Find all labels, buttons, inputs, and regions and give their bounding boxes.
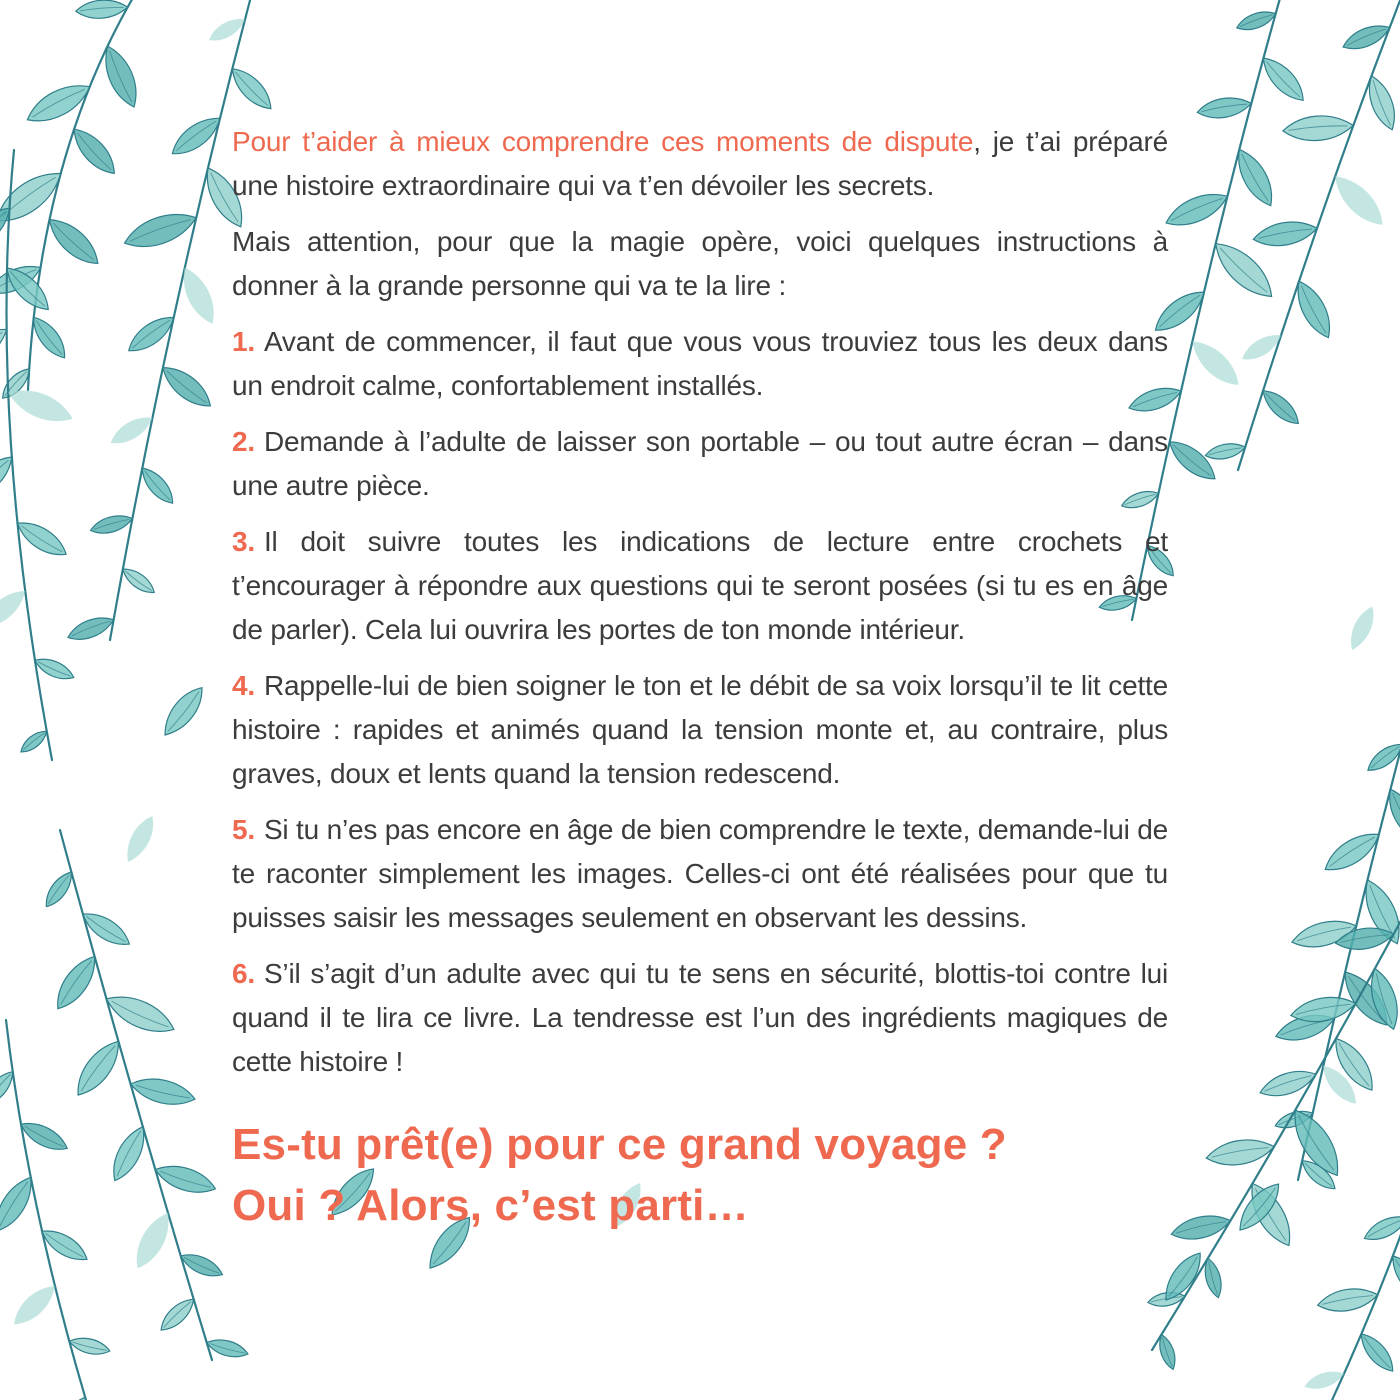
falling-leaf [120,812,160,866]
instruction-item-1 [232,320,1168,408]
instruction-item-2 [232,420,1168,508]
instruction-number: 5. [232,814,255,845]
instruction-text: Il doit suivre toutes les indications de lecture entre crochets et t’encourager à répondre aux questions qui te seront posées (si tu es en âge de parler). Cela lui ouvrira les portes de ton monde intérieur. [232,526,1168,645]
instruction-text: Demande à l’adulte de laisser son portable – ou tout autre écran – dans une autre pièce. [232,426,1168,501]
instruction-text: Si tu n’es pas encore en âge de bien comprendre le texte, demande-lui de te raconter simplement les images. Celles-ci ont été réalisées pour que tu puisses saisir les messages seulement en observant les dessins. [232,814,1168,933]
willow-branch [1302,1180,1400,1400]
closing-heading [232,1114,1168,1236]
intro-rest: , je t’ai préparé une histoire extraordinaire qui va t’en dévoiler les secrets. [232,126,1168,201]
willow-branch [1273,700,1400,1194]
instruction-number: 2. [232,426,255,457]
closing-line-1: Es-tu prêt(e) pour ce grand voyage ? [232,1120,1007,1169]
instruction-item-3 [232,520,1168,652]
page-content [232,120,1168,1236]
attention-paragraph: Mais attention, pour que la magie opère, voici quelques instructions à donner à la grande personne qui va te la lire : [232,226,1168,301]
intro-highlight: Pour t’aider à mieux comprendre ces moments de dispute [232,126,974,157]
falling-leaf [1344,603,1379,654]
closing-line-2: Oui ? Alors, c’est parti… [232,1181,749,1230]
instruction-item-6 [232,952,1168,1084]
instruction-number: 4. [232,670,255,701]
instruction-number: 6. [232,958,255,989]
willow-branch [1204,0,1400,470]
intro-paragraph [232,120,1168,208]
falling-leaf [157,681,210,741]
willow-branch [40,830,249,1361]
instruction-number: 3. [232,526,255,557]
instruction-text: S’il s’agit d’un adulte avec qui tu te sens en sécurité, blottis-toi contre lui quand il te lira ce livre. La tendresse est l’un des ingrédients magiques de cette histoire ! [232,958,1168,1077]
instruction-item-4 [232,664,1168,796]
instruction-number: 1. [232,326,255,357]
willow-branch [0,0,150,403]
instruction-text: Rappelle-lui de bien soigner le ton et le débit de sa voix lorsqu’il te lit cette histoire : rapides et animés quand la tension monte et, au contraire, plus graves, doux et lents quand la tension redescend. [232,670,1168,789]
instruction-item-5 [232,808,1168,940]
instruction-text: Avant de commencer, il faut que vous vous trouviez tous les deux dans un endroit calme, confortablement installés. [232,326,1168,401]
